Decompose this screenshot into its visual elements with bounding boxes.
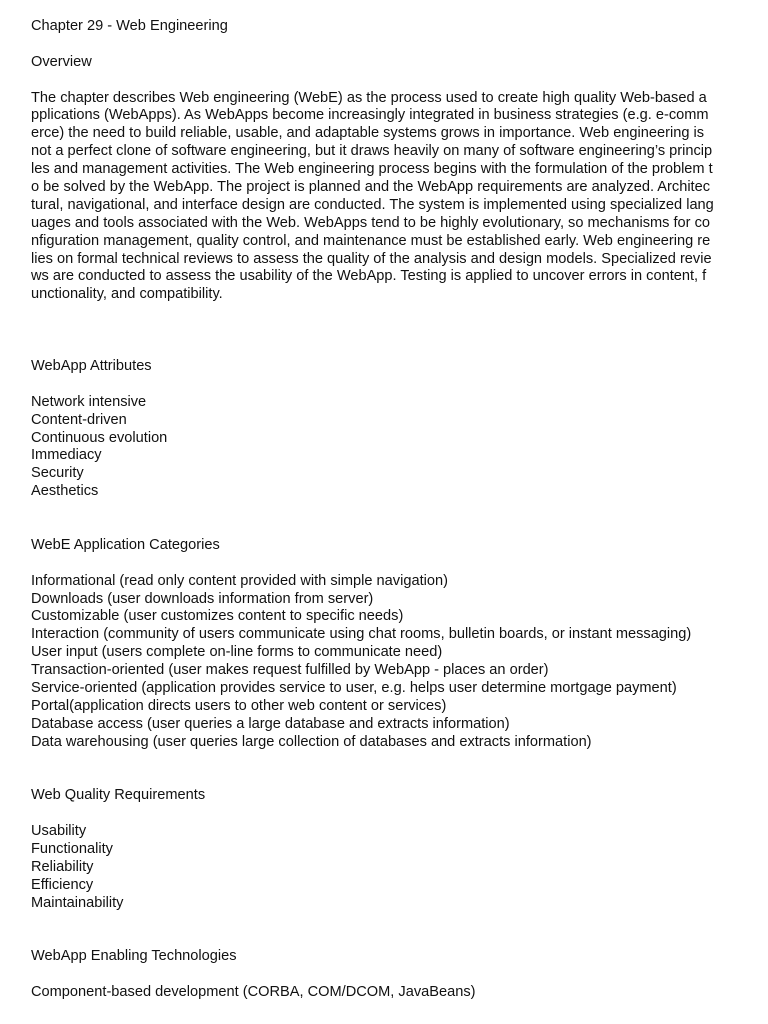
categories-list (31, 573, 736, 752)
list-item: Immediacy (31, 447, 102, 464)
technologies-list (31, 984, 736, 1002)
paragraph-line: The chapter describes Web engineering (WebE) as the process used to create high quality Web-based a (31, 89, 707, 106)
list-item: Aesthetics (31, 483, 99, 500)
paragraph-line: erce) the need to build reliable, usable, and adaptable systems grows in importance. Web engineering is (31, 125, 705, 142)
section-heading-attributes: WebApp Attributes (31, 357, 152, 374)
paragraph-line: lies on formal technical reviews to assess the quality of the analysis and design models. Specialized revie (31, 250, 712, 267)
section-heading-technologies: WebApp Enabling Technologies (31, 948, 237, 965)
list-item: Database access (user queries a large database and extracts information) (31, 715, 510, 732)
paragraph-line: unctionality, and compatibility. (31, 286, 223, 303)
section-heading-categories: WebE Application Categories (31, 536, 220, 553)
quality-list (31, 823, 736, 912)
list-item: Maintainability (31, 894, 124, 911)
list-item: Transaction-oriented (user makes request fulfilled by WebApp - places an order) (31, 662, 549, 679)
list-item: Reliability (31, 858, 94, 875)
paragraph-line: ws are conducted to assess the usability of the WebApp. Testing is applied to uncover errors in content, f (31, 268, 707, 285)
section-heading-quality: Web Quality Requirements (31, 787, 206, 804)
list-item: Informational (read only content provided with simple navigation) (31, 572, 448, 589)
list-item: Component-based development (CORBA, COM/DCOM, JavaBeans) (31, 984, 476, 1001)
list-item: Content-driven (31, 411, 127, 428)
paragraph-line: uages and tools associated with the Web. WebApps tend to be highly evolutionary, so mechanisms for co (31, 214, 710, 231)
list-item: Service-oriented (application provides service to user, e.g. helps user determine mortgage payment) (31, 679, 677, 696)
list-item: User input (users complete on-line forms to communicate need) (31, 644, 443, 661)
list-item: Usability (31, 823, 87, 840)
list-item: Functionality (31, 841, 113, 858)
list-item: Network intensive (31, 393, 147, 410)
overview-paragraph (31, 90, 736, 305)
list-item: Continuous evolution (31, 429, 168, 446)
paragraph-line: pplications (WebApps). As WebApps become increasingly integrated in business strategies (e.g. e-comm (31, 107, 709, 124)
list-item: Security (31, 465, 84, 482)
document-page (31, 18, 736, 1002)
paragraph-line: not a perfect clone of software engineering, but it draws heavily on many of software engineering’s princip (31, 143, 713, 160)
list-item: Downloads (user downloads information from server) (31, 590, 374, 607)
attributes-list (31, 394, 736, 501)
list-item: Customizable (user customizes content to specific needs) (31, 608, 404, 625)
section-heading-overview: Overview (31, 53, 92, 70)
chapter-title: Chapter 29 - Web Engineering (31, 18, 228, 34)
paragraph-line: les and management activities. The Web engineering process begins with the formulation of the problem t (31, 161, 713, 178)
list-item: Efficiency (31, 876, 94, 893)
paragraph-line: o be solved by the WebApp. The project is planned and the WebApp requirements are analyzed. Architec (31, 179, 711, 196)
list-item: Portal(application directs users to other web content or services) (31, 697, 447, 714)
list-item: Data warehousing (user queries large collection of databases and extracts information) (31, 733, 592, 750)
paragraph-line: nfiguration management, quality control, and maintenance must be established early. Web engineering re (31, 232, 711, 249)
paragraph-line: tural, navigational, and interface design are conducted. The system is implemented using specialized lang (31, 196, 714, 213)
list-item: Interaction (community of users communicate using chat rooms, bulletin boards, or instant messaging) (31, 626, 692, 643)
